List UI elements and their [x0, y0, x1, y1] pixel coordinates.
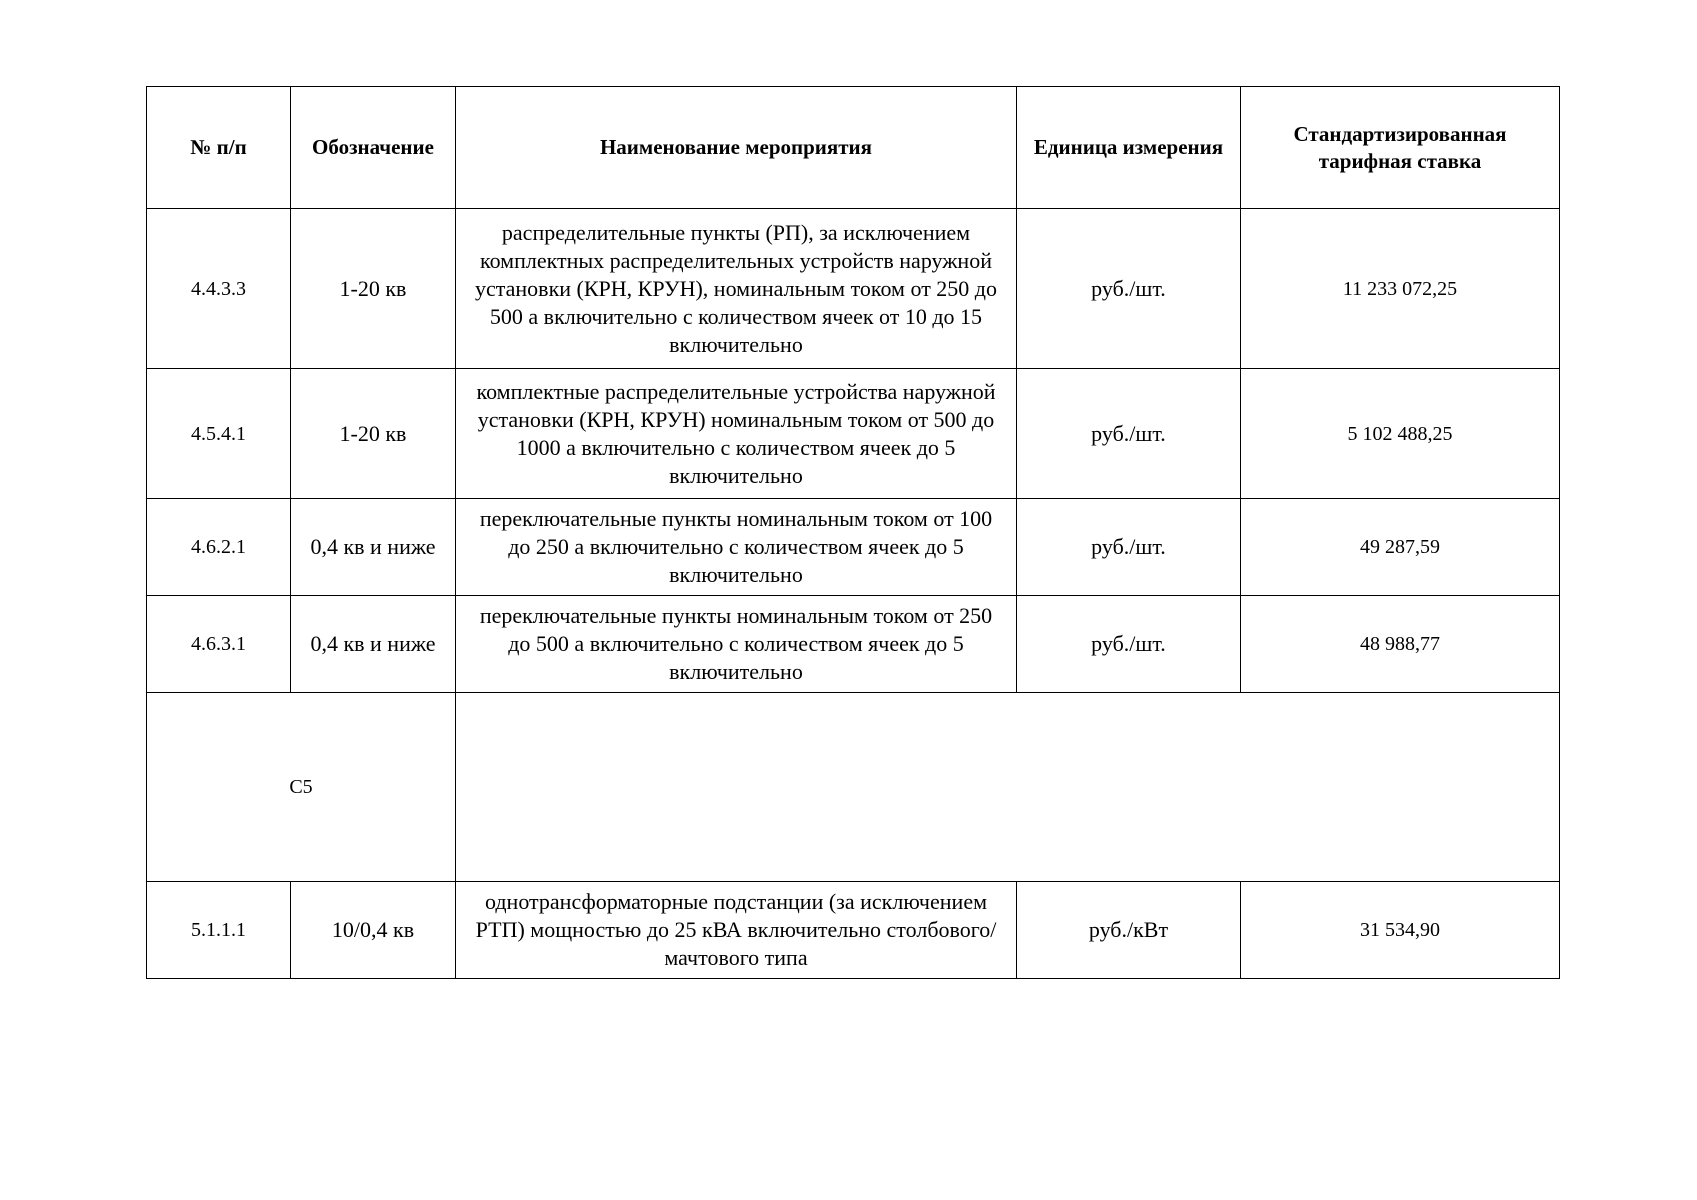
row-designation: 1-20 кв [291, 209, 456, 369]
row-rate: 11 233 072,25 [1241, 209, 1560, 369]
row-designation: 0,4 кв и ниже [291, 596, 456, 693]
section-row [147, 693, 1560, 882]
row-rate: 31 534,90 [1241, 882, 1560, 979]
row-designation: 10/0,4 кв [291, 882, 456, 979]
header-number: № п/п [147, 87, 291, 209]
section-label: С5 [147, 693, 456, 882]
row-number: 4.4.3.3 [147, 209, 291, 369]
row-description: распределительные пункты (РП), за исключением комплектных распределительных устройств наружной установки (КРН, КРУН), номинальным током от 250 до 500 а включительно с количеством ячеек от 10 до 15 включительно [456, 209, 1017, 369]
table-row [147, 596, 1560, 693]
table-row [147, 499, 1560, 596]
row-unit: руб./шт. [1017, 499, 1241, 596]
row-unit: руб./шт. [1017, 596, 1241, 693]
tariff-table [146, 86, 1560, 979]
header-row [147, 87, 1560, 209]
row-unit: руб./шт. [1017, 209, 1241, 369]
row-description: переключательные пункты номинальным током от 250 до 500 а включительно с количеством ячеек до 5 включительно [456, 596, 1017, 693]
header-name: Наименование мероприятия [456, 87, 1017, 209]
table-row [147, 369, 1560, 499]
table-row [147, 882, 1560, 979]
row-number: 4.6.2.1 [147, 499, 291, 596]
section-empty-cell [456, 693, 1560, 882]
row-unit: руб./кВт [1017, 882, 1241, 979]
header-designation: Обозначение [291, 87, 456, 209]
row-rate: 48 988,77 [1241, 596, 1560, 693]
row-number: 4.5.4.1 [147, 369, 291, 499]
header-unit: Единица измерения [1017, 87, 1241, 209]
row-unit: руб./шт. [1017, 369, 1241, 499]
row-designation: 0,4 кв и ниже [291, 499, 456, 596]
header-rate: Стандартизированная тарифная ставка [1241, 87, 1560, 209]
row-description: переключательные пункты номинальным током от 100 до 250 а включительно с количеством ячеек до 5 включительно [456, 499, 1017, 596]
row-rate: 49 287,59 [1241, 499, 1560, 596]
row-description: комплектные распределительные устройства наружной установки (КРН, КРУН) номинальным током от 500 до 1000 а включительно с количеством ячеек до 5 включительно [456, 369, 1017, 499]
row-number: 5.1.1.1 [147, 882, 291, 979]
row-rate: 5 102 488,25 [1241, 369, 1560, 499]
row-number: 4.6.3.1 [147, 596, 291, 693]
row-designation: 1-20 кв [291, 369, 456, 499]
row-description: однотрансформаторные подстанции (за исключением РТП) мощностью до 25 кВА включительно столбового/мачтового типа [456, 882, 1017, 979]
table-row [147, 209, 1560, 369]
